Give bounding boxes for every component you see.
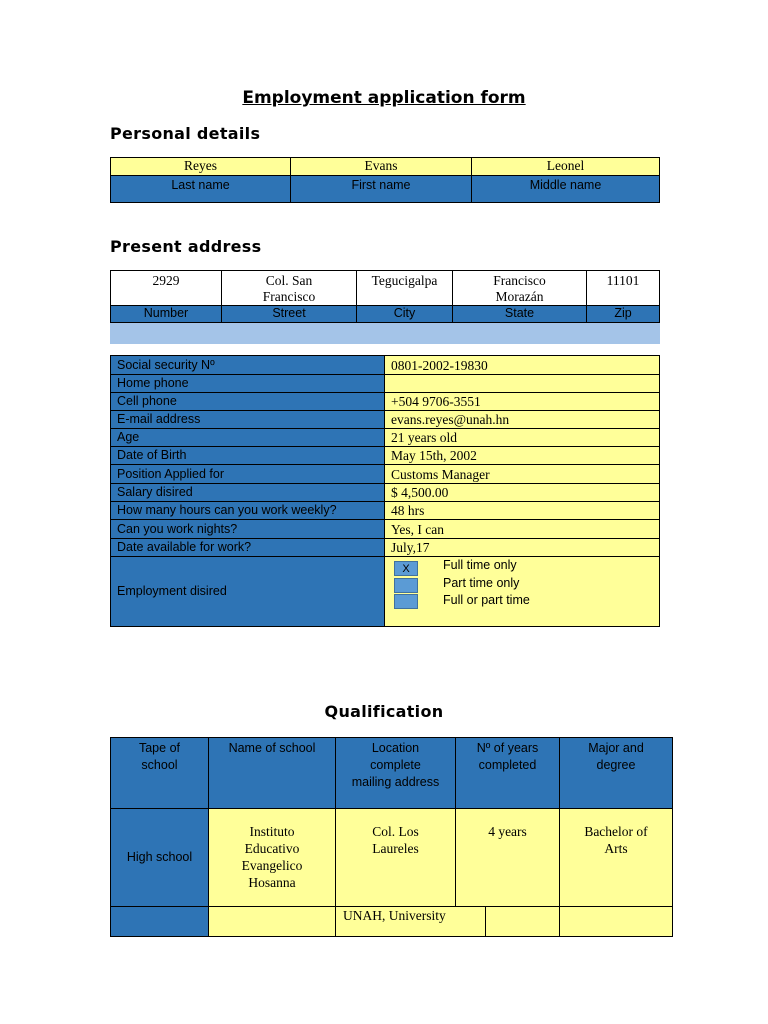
address-state-value[interactable] — [453, 271, 587, 306]
age-field[interactable]: 21 years old — [385, 429, 660, 447]
employment-desired-label: Employment disired — [111, 557, 385, 627]
school-type-cell[interactable] — [111, 907, 209, 937]
email-field[interactable]: evans.reyes@unah.hn — [385, 411, 660, 429]
info-label: Social security Nº — [111, 356, 385, 375]
cell-text: Laureles — [372, 841, 419, 856]
info-label: Date available for work? — [111, 539, 385, 557]
hours-weekly-field[interactable]: 48 hrs — [385, 502, 660, 520]
col-header-location — [336, 738, 456, 809]
school-major-cell[interactable] — [560, 809, 673, 907]
cell-text: Col. Los — [372, 824, 419, 839]
info-label: Cell phone — [111, 393, 385, 411]
applicant-info-table — [110, 355, 660, 627]
full-or-part-time-label: Full or part time — [443, 593, 530, 607]
personal-details-heading: Personal details — [110, 124, 261, 143]
address-street-line2: Francisco — [262, 289, 316, 304]
header-text: completed — [478, 758, 537, 772]
header-text: Major and — [588, 741, 644, 755]
last-name-value[interactable]: Reyes — [111, 158, 291, 176]
first-name-label: First name — [291, 176, 472, 203]
cell-text: Evangelico — [241, 858, 303, 873]
first-name-value[interactable]: Evans — [291, 158, 472, 176]
address-city-label: City — [357, 306, 453, 323]
home-phone-field[interactable] — [385, 375, 660, 393]
header-text: Name of school — [228, 741, 316, 755]
address-state-line1: Francisco — [493, 273, 546, 288]
school-location-cell[interactable] — [336, 907, 560, 937]
header-text: degree — [596, 758, 636, 772]
salary-field[interactable]: $ 4,500.00 — [385, 484, 660, 502]
qualification-table — [110, 737, 673, 937]
school-type-cell[interactable]: High school — [111, 809, 209, 907]
cell-text: 4 years — [488, 824, 527, 839]
position-field[interactable]: Customs Manager — [385, 465, 660, 484]
col-header-school-type — [111, 738, 209, 809]
address-zip-text: 11101 — [606, 273, 640, 288]
col-header-major — [560, 738, 673, 809]
header-text: school — [141, 758, 178, 772]
cell-text: Hosanna — [248, 875, 296, 890]
employment-desired-options — [385, 557, 660, 627]
last-name-label: Last name — [111, 176, 291, 203]
address-street-line1: Col. San — [265, 273, 313, 288]
address-spacer-row — [111, 323, 660, 344]
address-state-label: State — [453, 306, 587, 323]
info-label: Salary disired — [111, 484, 385, 502]
qualification-heading: Qualification — [324, 702, 444, 721]
full-time-checkbox[interactable]: X — [394, 561, 418, 576]
address-state-line2: Morazán — [495, 289, 544, 304]
address-zip-value[interactable] — [587, 271, 660, 306]
personal-details-table — [110, 157, 660, 203]
date-of-birth-field[interactable]: May 15th, 2002 — [385, 447, 660, 465]
part-time-label: Part time only — [443, 576, 520, 590]
page-title: Employment application form — [242, 88, 526, 108]
full-time-label: Full time only — [443, 558, 517, 572]
address-number-text: 2929 — [152, 273, 180, 288]
full-or-part-time-checkbox[interactable] — [394, 594, 418, 609]
cell-text: Bachelor of — [584, 824, 648, 839]
cell-phone-field[interactable]: +504 9706-3551 — [385, 393, 660, 411]
address-street-label: Street — [222, 306, 357, 323]
unah-location-text: UNAH, University — [336, 907, 486, 936]
present-address-heading: Present address — [110, 237, 262, 256]
info-label: How many hours can you work weekly? — [111, 502, 385, 520]
header-text: Tape of — [138, 741, 180, 755]
present-address-table — [110, 270, 660, 344]
date-available-field[interactable]: July,17 — [385, 539, 660, 557]
header-text: Location — [371, 741, 420, 755]
ssn-field[interactable]: 0801-2002-19830 — [385, 356, 660, 375]
info-label: Age — [111, 429, 385, 447]
school-name-cell[interactable] — [209, 907, 336, 937]
col-header-school-name — [209, 738, 336, 809]
header-text: mailing address — [351, 775, 440, 789]
work-nights-field[interactable]: Yes, I can — [385, 520, 660, 539]
info-label: Home phone — [111, 375, 385, 393]
info-label: Date of Birth — [111, 447, 385, 465]
school-location-cell[interactable] — [336, 809, 456, 907]
header-text: Nº of years — [476, 741, 539, 755]
school-name-cell[interactable] — [209, 809, 336, 907]
part-time-checkbox[interactable] — [394, 578, 418, 593]
middle-name-label: Middle name — [472, 176, 660, 203]
info-label: E-mail address — [111, 411, 385, 429]
address-zip-label: Zip — [587, 306, 660, 323]
info-label: Position Applied for — [111, 465, 385, 484]
middle-name-value[interactable]: Leonel — [472, 158, 660, 176]
header-text: complete — [370, 758, 421, 772]
address-number-label: Number — [111, 306, 222, 323]
school-major-cell[interactable] — [560, 907, 673, 937]
col-header-years — [456, 738, 560, 809]
cell-text: Educativo — [244, 841, 300, 856]
address-number-value[interactable] — [111, 271, 222, 306]
address-street-value[interactable] — [222, 271, 357, 306]
info-label: Can you work nights? — [111, 520, 385, 539]
cell-text: Instituto — [249, 824, 295, 839]
address-city-value[interactable] — [357, 271, 453, 306]
cell-text: Arts — [604, 841, 628, 856]
address-city-text: Tegucigalpa — [371, 273, 438, 288]
school-years-cell[interactable] — [456, 809, 560, 907]
